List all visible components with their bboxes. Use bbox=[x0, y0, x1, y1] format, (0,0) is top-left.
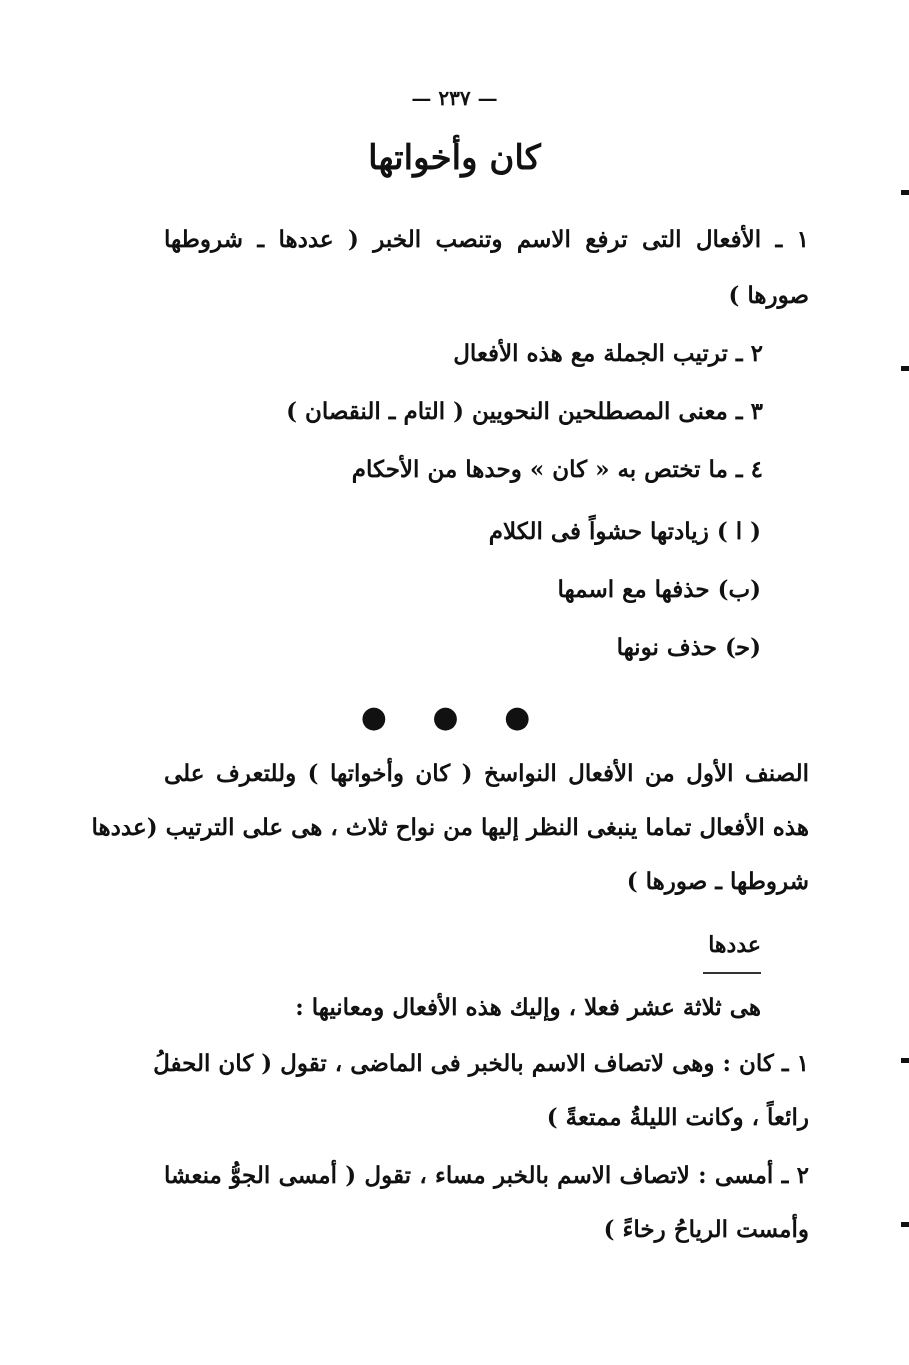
section-heading: عددها bbox=[708, 932, 761, 958]
outline-item-4: ٤ ـ ما تختص به « كان » وحدها من الأحكام bbox=[351, 456, 763, 483]
section-separator: ● ● ● bbox=[360, 700, 549, 735]
outline-item-2: ٢ ـ ترتيب الجملة مع هذه الأفعال bbox=[453, 340, 763, 367]
intro-line-2: هذه الأفعال تماما ينبغى النظر إليها من نواح ثلاث ، هى على الترتيب (عددها bbox=[91, 814, 809, 841]
intro-line-3: شروطها ـ صورها ) bbox=[626, 868, 809, 895]
outline-sub-a: ( ا ) زيادتها حشواً فى الكلام bbox=[488, 518, 761, 545]
outline-item-3: ٣ ـ معنى المصطلحين النحويين ( التام ـ النقصان ) bbox=[286, 398, 763, 425]
page-number: — ٢٣٧ — bbox=[411, 86, 498, 110]
kana-line-2: رائعاً ، وكانت الليلةُ ممتعةً ) bbox=[546, 1104, 809, 1131]
amsa-line-2: وأمست الرياحُ رخاءً ) bbox=[603, 1216, 809, 1243]
count-paragraph: هى ثلاثة عشر فعلا ، وإليك هذه الأفعال ومعانيها : bbox=[295, 994, 761, 1021]
margin-mark bbox=[901, 190, 909, 195]
intro-line-1: الصنف الأول من الأفعال النواسخ ( كان وأخواتها ) وللتعرف على bbox=[164, 760, 809, 787]
margin-mark bbox=[901, 366, 909, 371]
margin-mark bbox=[901, 1222, 909, 1227]
outline-sub-b: (ب) حذفها مع اسمها bbox=[557, 576, 761, 603]
margin-mark bbox=[901, 1058, 909, 1063]
heading-underline bbox=[703, 972, 761, 974]
outline-item-1-line-1: ١ ـ الأفعال التى ترفع الاسم وتنصب الخبر ( عددها ـ شروطها bbox=[164, 226, 809, 253]
amsa-line-1: ٢ ـ أمسى : لاتصاف الاسم بالخبر مساء ، تقول ( أمسى الجوُّ منعشا bbox=[164, 1162, 809, 1189]
outline-sub-c: (ﺣ) حذف نونها bbox=[616, 634, 761, 661]
outline-item-1-line-2: صورها ) bbox=[728, 282, 809, 309]
kana-line-1: ١ ـ كان : وهى لاتصاف الاسم بالخبر فى الماضى ، تقول ( كان الحفلُ bbox=[153, 1050, 809, 1077]
chapter-title: كان وأخواتها bbox=[368, 138, 541, 178]
